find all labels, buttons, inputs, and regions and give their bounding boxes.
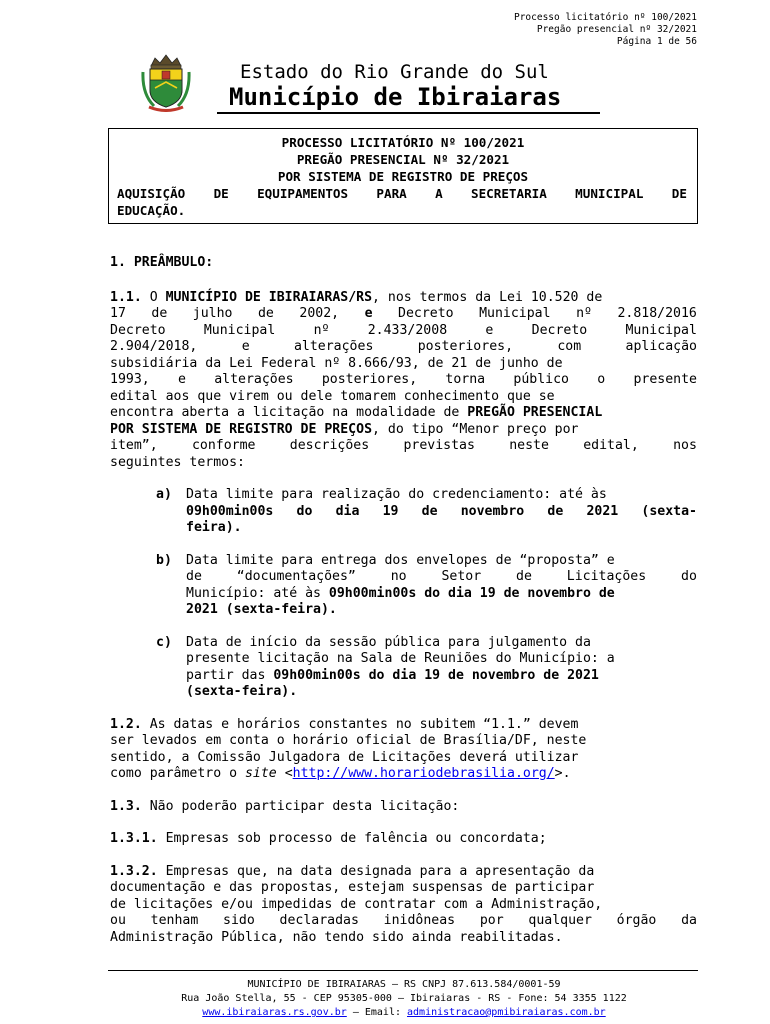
document-body	[110, 255, 697, 946]
title-line-object-end: EDUCAÇÃO.	[117, 203, 186, 218]
paragraph-1-3: 1.3. Não poderão participar desta licitação:	[110, 798, 460, 814]
title-box	[108, 128, 698, 224]
list-item-c: c) Data de início da sessão pública para julgamento da presente licitação na Sala de Reuniões do Município: a partir das 09h00min00s do dia 19 de novembro de 2021 (sexta-feira).	[156, 634, 615, 699]
footer-address: Rua João Stella, 55 - CEP 95305-000 – Ibiraiaras - RS - Fone: 54 3355 1122	[181, 993, 627, 1004]
paragraph-1-3-2: 1.3.2. Empresas que, na data designada para a apresentação da documentação e das propostas, estejam suspensas de participar de licitações e/ou impedidas de contratar com a Administração, ou tenham sido declaradas inidôneas por qualquer órgão da Administração Pública, não tendo sido ainda reabilitadas.	[110, 863, 697, 945]
header-divider	[217, 112, 600, 114]
title-line-object: AQUISIÇÃO DE EQUIPAMENTOS PARA A SECRETARIA MUNICIPAL DE	[117, 186, 687, 201]
page-footer: MUNICÍPIO DE IBIRAIARAS – RS CNPJ 87.613.584/0001-59 Rua João Stella, 55 - CEP 95305-000 – Ibiraiaras - RS - Fone: 54 3355 1122 www.ibiraiaras.rs.gov.br – Email: administracao@pmibiraiaras.com.br	[0, 978, 770, 1020]
horario-brasilia-link[interactable]: http://www.horariodebrasilia.org/	[292, 766, 555, 781]
paragraph-1-1: 1.1. O MUNICÍPIO DE IBIRAIARAS/RS, nos termos da Lei 10.520 de 17 de julho de 2002, e Decreto Municipal nº 2.818/2016 Decreto Municipal nº 2.433/2008 e Decreto Municipal 2.904/2018, e alterações posteriores, com aplicação subsidiária da Lei Federal nº 8.666/93, de 21 de junho de 1993, e alterações posteriores, torna público o presente edital aos que virem ou dele tomarem conhecimento que se encontra aberta a licitação na modalidade de PREGÃO PRESENCIAL POR SISTEMA DE REGISTRO DE PREÇOS, do tipo “Menor preço por item”, conforme descrições previstas neste edital, nos seguintes termos:	[110, 289, 697, 470]
title-line-process: PROCESSO LICITATÓRIO Nº 100/2021	[281, 135, 525, 150]
paragraph-1-3-1: 1.3.1. Empresas sob processo de falência ou concordata;	[110, 831, 547, 846]
title-line-pregao: PREGÃO PRESENCIAL Nº 32/2021	[296, 152, 510, 167]
list-item-a: a) Data limite para realização do credenciamento: até às 09h00min00s do dia 19 de novembro de 2021 (sexta- feira).	[156, 487, 697, 535]
pregao-number: Pregão presencial nº 32/2021	[536, 24, 697, 35]
footer-divider	[108, 970, 698, 971]
process-number: Processo licitatório nº 100/2021	[513, 12, 697, 23]
footer-email-link[interactable]: administracao@pmibiraiaras.com.br	[407, 1007, 606, 1018]
document-reference	[397, 12, 697, 48]
section-heading: 1. PREÂMBULO:	[110, 255, 214, 270]
state-name: Estado do Rio Grande do Sul	[240, 61, 549, 83]
title-line-system: POR SISTEMA DE REGISTRO DE PREÇOS	[277, 169, 529, 184]
footer-website-link[interactable]: www.ibiraiaras.rs.gov.br	[202, 1007, 347, 1018]
paragraph-1-2: 1.2. As datas e horários constantes no subitem “1.1.” devem ser levados em conta o horário oficial de Brasília/DF, neste sentido, a Comissão Julgadora de Licitações deverá utilizar como parâmetro o site <http://www.horariodebrasilia.org/>.	[110, 716, 587, 781]
municipal-coat-of-arms-icon	[141, 52, 191, 112]
list-item-b: b) Data limite para entrega dos envelopes de “proposta” e de “documentações” no Setor de Licitações do Município: até às 09h00min00s do dia 19 de novembro de 2021 (sexta-feira).	[156, 552, 697, 617]
municipality-name: Município de Ibiraiaras	[229, 83, 562, 111]
footer-cnpj: MUNICÍPIO DE IBIRAIARAS – RS CNPJ 87.613.584/0001-59	[247, 979, 561, 990]
page-indicator: Página 1 de 56	[616, 36, 697, 47]
